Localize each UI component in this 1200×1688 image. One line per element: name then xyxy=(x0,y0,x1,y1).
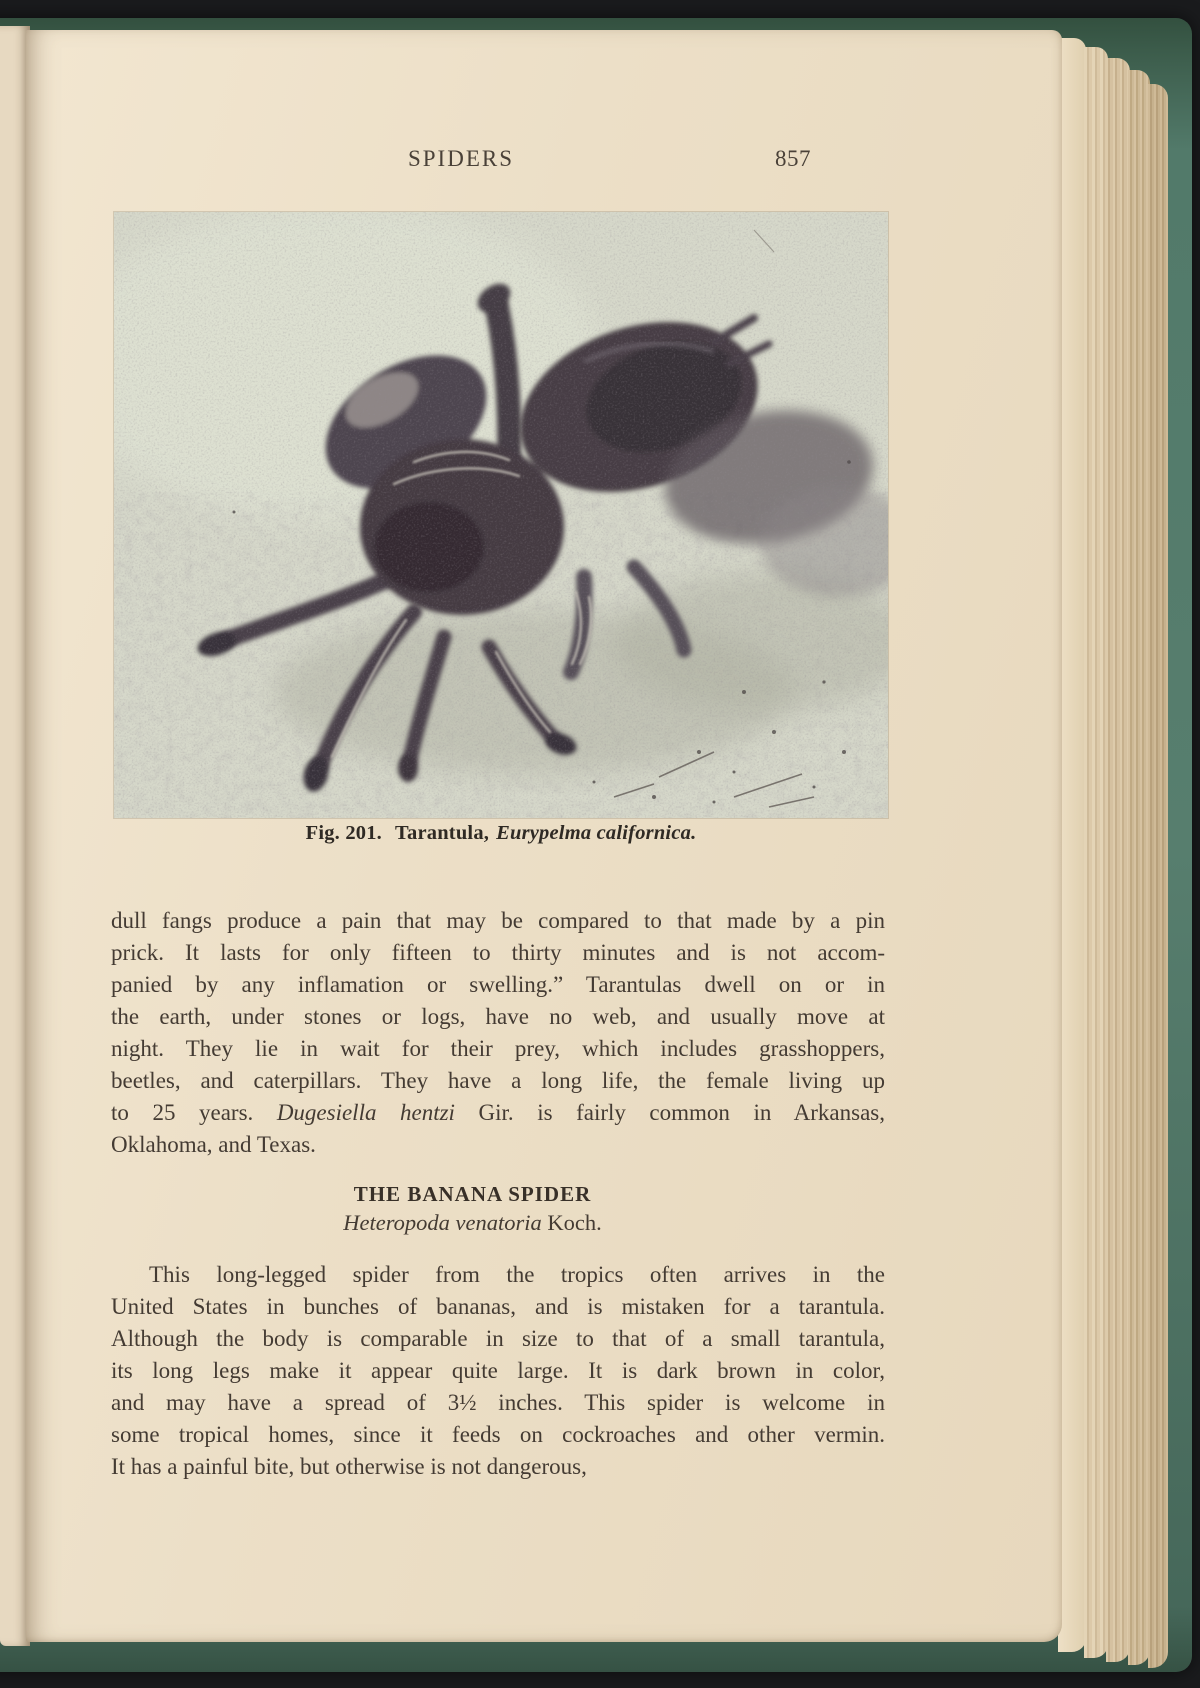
paragraph-tarantula xyxy=(111,905,885,1161)
text-line: United States in bunches of bananas, and is mistaken for a tarantula. xyxy=(111,1294,885,1319)
figure-caption xyxy=(114,822,888,845)
page-edge xyxy=(1128,70,1150,1665)
text-line: panied by any inflamation or swelling.” Tarantulas dwell on or in xyxy=(111,972,885,997)
figure-subject: Tarantula, xyxy=(395,822,490,844)
running-head-title: SPIDERS xyxy=(407,146,515,171)
text-segment: Gir. is fairly common in Arkansas, xyxy=(454,1100,885,1125)
text-line: and may have a spread of 3½ inches. This spider is welcome in xyxy=(111,1390,885,1415)
text-line: some tropical homes, since it feeds on cockroaches and other vermin. xyxy=(111,1422,885,1447)
text-line: the earth, under stones or logs, have no web, and usually move at xyxy=(111,1004,885,1029)
tarantula-illustration xyxy=(114,212,888,818)
figure-number: Fig. 201. xyxy=(305,822,383,844)
figure-photo-tarantula xyxy=(114,212,888,818)
species-name-italic: Heteropoda venatoria xyxy=(343,1210,542,1235)
species-author: Koch. xyxy=(547,1210,602,1235)
section-heading: THE BANANA SPIDER xyxy=(353,1182,592,1206)
text-line: It has a painful bite, but otherwise is not dangerous, xyxy=(111,1454,587,1479)
running-head xyxy=(111,146,811,176)
page-edge xyxy=(1058,38,1086,1652)
text-line: Oklahoma, and Texas. xyxy=(111,1132,316,1157)
book-page xyxy=(26,30,1062,1642)
text-line: night. They lie in wait for their prey, which includes grasshoppers, xyxy=(111,1036,885,1061)
text-line: prick. It lasts for only fifteen to thirty minutes and is not accom- xyxy=(111,940,885,965)
page-edge xyxy=(1084,47,1108,1658)
species-name-italic: Dugesiella hentzi xyxy=(276,1100,455,1125)
section-species-line xyxy=(111,1210,834,1236)
fore-edge-page-stack xyxy=(1058,34,1168,1652)
page-number: 857 xyxy=(775,146,811,171)
text-line: beetles, and caterpillars. They have a long life, the female living up xyxy=(111,1068,885,1093)
text-line: This long-legged spider from the tropics often arrives in the xyxy=(149,1262,885,1287)
page-edge xyxy=(1148,84,1168,1668)
text-line xyxy=(111,1097,885,1129)
text-line: its long legs make it appear quite large. It is dark brown in color, xyxy=(111,1358,885,1383)
paragraph-banana-spider xyxy=(111,1259,885,1483)
text-line: dull fangs produce a pain that may be compared to that made by a pin xyxy=(111,908,885,933)
text-segment: to 25 years. xyxy=(111,1100,277,1125)
page-edge xyxy=(1106,58,1130,1662)
text-line: Although the body is comparable in size to that of a small tarantula, xyxy=(111,1326,885,1351)
figure-species: Eurypelma californica. xyxy=(496,822,697,844)
